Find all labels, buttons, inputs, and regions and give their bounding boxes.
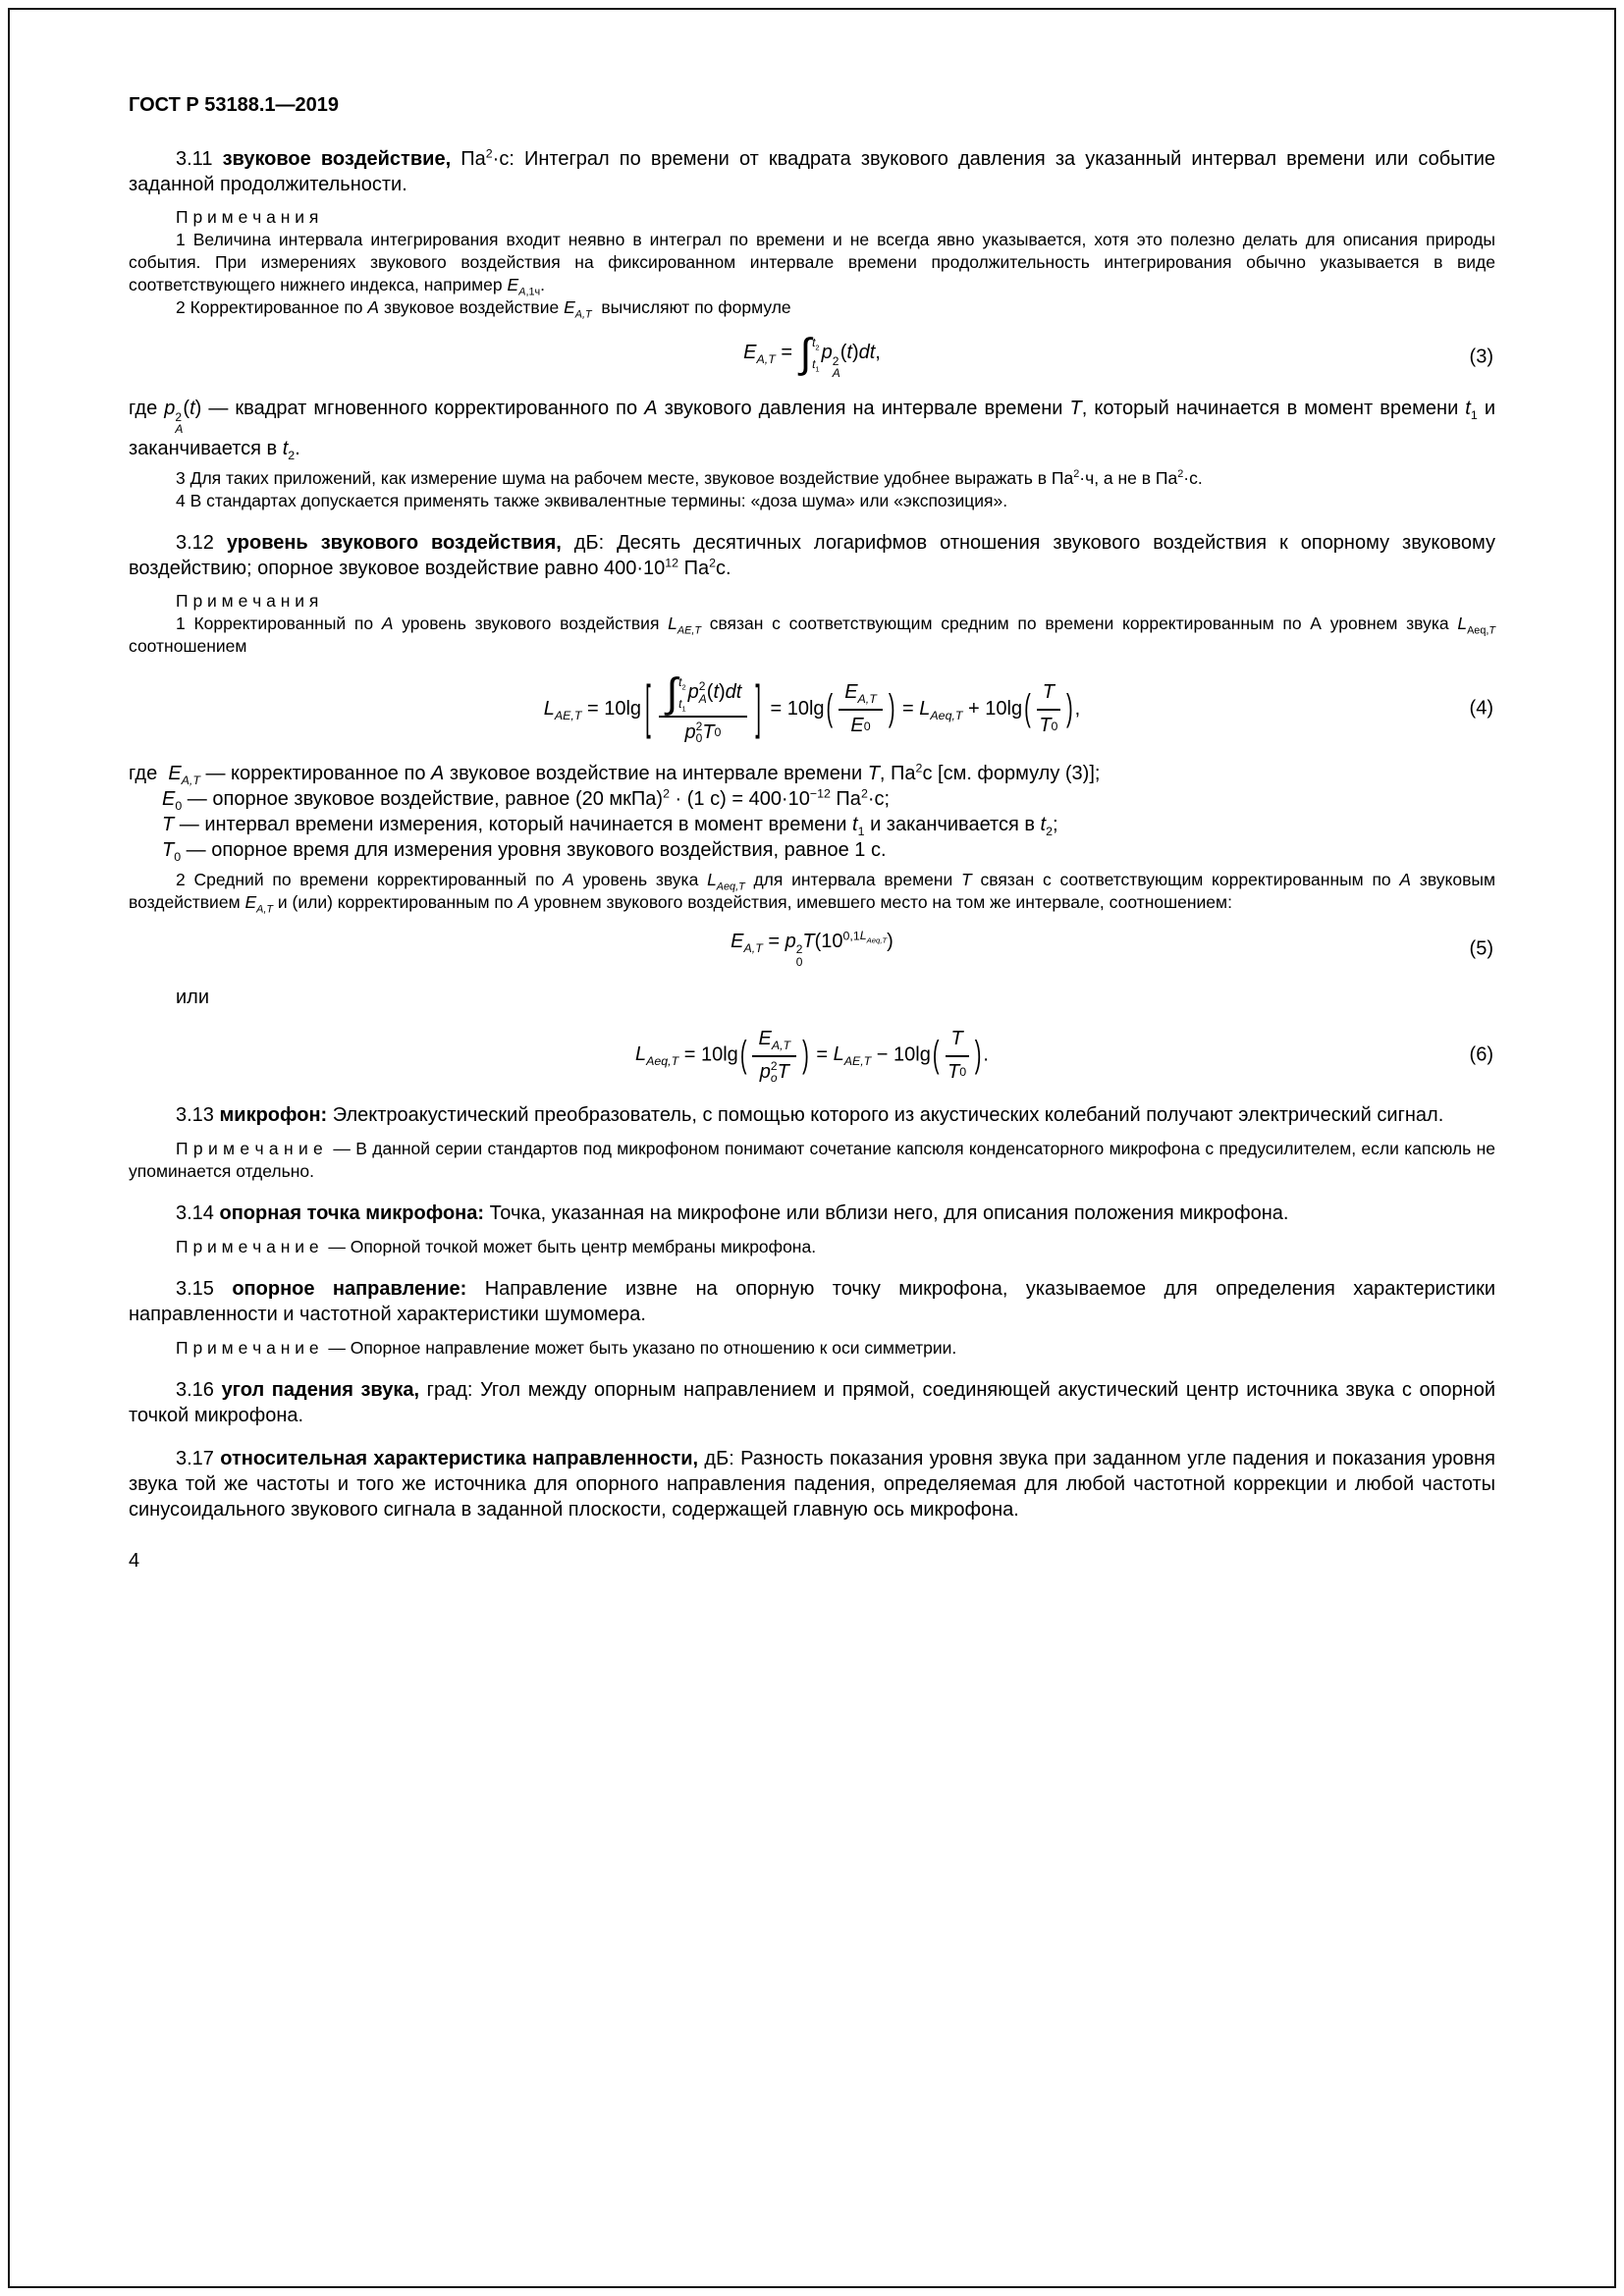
where-clause-formula-4-line-3: T — интервал времени измерения, который начинается в момент времени $t_1$ и заканчивается в $t_2$; xyxy=(162,813,1058,838)
term-3-13: 3.13 микрофон: Электроакустический преобразователь, с помощью которого из акустических колебаний получают электрический сигнал. xyxy=(176,1103,1444,1126)
formula-6: $L_{Aeq,T} = 10\lg$ ( $E_{A,T}$ p 2 o T ) = $L_{AE,T} - 10\lg$ ( T T 0 ) . xyxy=(635,1027,989,1086)
formula-3-row xyxy=(129,330,1495,381)
note-3-11-1: 1 Величина интервала интегрирования входит неявно в интеграл по времени и не всегда явно указывается, хотя это полезно делать для описания природы события. При измерениях звукового воздействия на фиксированном интервале времени продолжительность интегрирования обычно указывается в виде соответствующего нижнего индекса, например $E_{A,1ч}$. xyxy=(129,230,1495,298)
formula-6-row xyxy=(129,1026,1495,1085)
note-3-11-4: 4 В стандартах допускается применять также эквивалентные термины: «доза шума» или «экспозиция». xyxy=(176,490,1008,510)
note-3-12-2: 2 Средний по времени корректированный по A уровень звука $L_{Aeq,T}$ для интервала времени T связан с соответствующим корректированным по A звуковым воздействием $E_{A,T}$ и (или) корректированным по A уровнем звукового воздействия, имевшего место на том же интервале, соотношением: xyxy=(129,869,1495,916)
term-3-15: 3.15 опорное направление: Направление извне на опорную точку микрофона, указываемое для определения характеристики направленности и частотной характеристики шумомера. xyxy=(129,1277,1495,1325)
formula-6-number: (6) xyxy=(1469,1043,1493,1066)
note-3-14: П р и м е ч а н и е — Опорной точкой может быть центр мембраны микрофона. xyxy=(176,1236,817,1256)
or-word: или xyxy=(176,986,210,1008)
term-3-12: 3.12 уровень звукового воздействия, дБ: Десять десятичных логарифмов отношения звукового воздействия к опорному звуковому воздействию; опорное звуковое воздействие равно $400\cdot 10^{12}$ $Па^2с$. xyxy=(129,531,1496,579)
where-clause-formula-3: где p 2 A (t) — квадрат мгновенного корректированного по A звукового давления на интервале времени T, который начинается в момент времени $t_1$ и заканчивается в $t_2$. xyxy=(129,397,1495,462)
page-number: 4 xyxy=(129,1549,140,1572)
term-3-14: 3.14 опорная точка микрофона: Точка, указанная на микрофоне или вблизи него, для описания положения микрофона. xyxy=(176,1201,1289,1224)
term-3-16: 3.16 угол падения звука, град: Угол между опорным направлением и прямой, соединяющей акустический центр источника звука с опорной точкой микрофона. xyxy=(129,1378,1496,1426)
formula-5: $E_{A,T} = p$ 2 0 $T(10^{0,1L_{Aeq,T}})$ xyxy=(731,929,893,969)
formula-4: $L_{AE,T} = 10\lg$ [ ∫ $t_2$ $t_1$ p 2 A ( t ) dt p 2 0 T 0 ] = 10lg ( $E_{A,T}$ E 0 ) = $L_{Aeq,T} + 10\lg$ ( T T 0 ) , xyxy=(543,668,1081,746)
page-content xyxy=(129,94,1495,1573)
notes-label-3-11: П р и м е ч а н и я xyxy=(176,207,319,227)
notes-label-3-12: П р и м е ч а н и я xyxy=(176,590,319,611)
where-clause-formula-4-line-1: где $E_{A,T}$ — корректированное по A звуковое воздействие на интервале времени T, $Па^2с$ [см. формулу (3)]; xyxy=(129,761,1101,787)
note-3-11-2: 2 Корректированное по A звуковое воздействие $E_{A,T}$ вычисляют по формуле xyxy=(176,297,791,321)
note-3-12-1: 1 Корректированный по A уровень звукового воздействия $L_{AE,T}$ связан с соответствующим средним по времени корректированным по А уровнем звука $L_{Aeq,T}$ соотношением xyxy=(129,613,1495,656)
formula-5-row xyxy=(129,930,1495,969)
note-3-13: П р и м е ч а н и е — В данной серии стандартов под микрофоном понимают сочетание капсюля конденсаторного микрофона с предусилителем, если капсюль не упоминается отдельно. xyxy=(129,1138,1495,1181)
note-3-15: П р и м е ч а н и е — Опорное направление может быть указано по отношению к оси симметрии. xyxy=(176,1337,957,1358)
term-3-17: 3.17 относительная характеристика направленности, дБ: Разность показания уровня звука при заданном угле падения и показания уровня звука той же частоты и того же источника для опорного направления падения, определяемая для любой частотной коррекции и любой частоты синусоидального звукового сигнала в заданной плоскости, содержащей главную ось микрофона. xyxy=(129,1447,1495,1521)
term-3-11: 3.11 звуковое воздействие, $Па^2\cdot с$: Интеграл по времени от квадрата звукового давления за указанный интервал времени или событие заданной продолжительности. xyxy=(129,146,1495,195)
formula-4-number: (4) xyxy=(1469,697,1493,720)
formula-4-row xyxy=(129,668,1495,746)
where-clause-formula-4-line-4: $T_0$ — опорное время для измерения уровня звукового воздействия, равное 1 с. xyxy=(162,838,887,864)
formula-3: $E_{A,T}$ = ∫ $t_2$ $t_1$ p 2 A (t)dt, xyxy=(743,330,881,381)
formula-5-number: (5) xyxy=(1469,937,1493,960)
document-header: ГОСТ Р 53188.1—2019 xyxy=(129,94,340,116)
note-3-11-3: 3 Для таких приложений, как измерение шума на рабочем месте, звуковое воздействие удобнее выражать в $Па^2\cdot ч$, а не в $Па^2\cdot с$. xyxy=(176,467,1203,488)
where-clause-formula-4-line-2: $E_0$ — опорное звуковое воздействие, равное (20 мкПа)$^2$ · (1 $с) = 400\cdot 10^{-12}$ $Па^2\cdot с$; xyxy=(162,786,891,813)
formula-3-number: (3) xyxy=(1469,346,1493,368)
